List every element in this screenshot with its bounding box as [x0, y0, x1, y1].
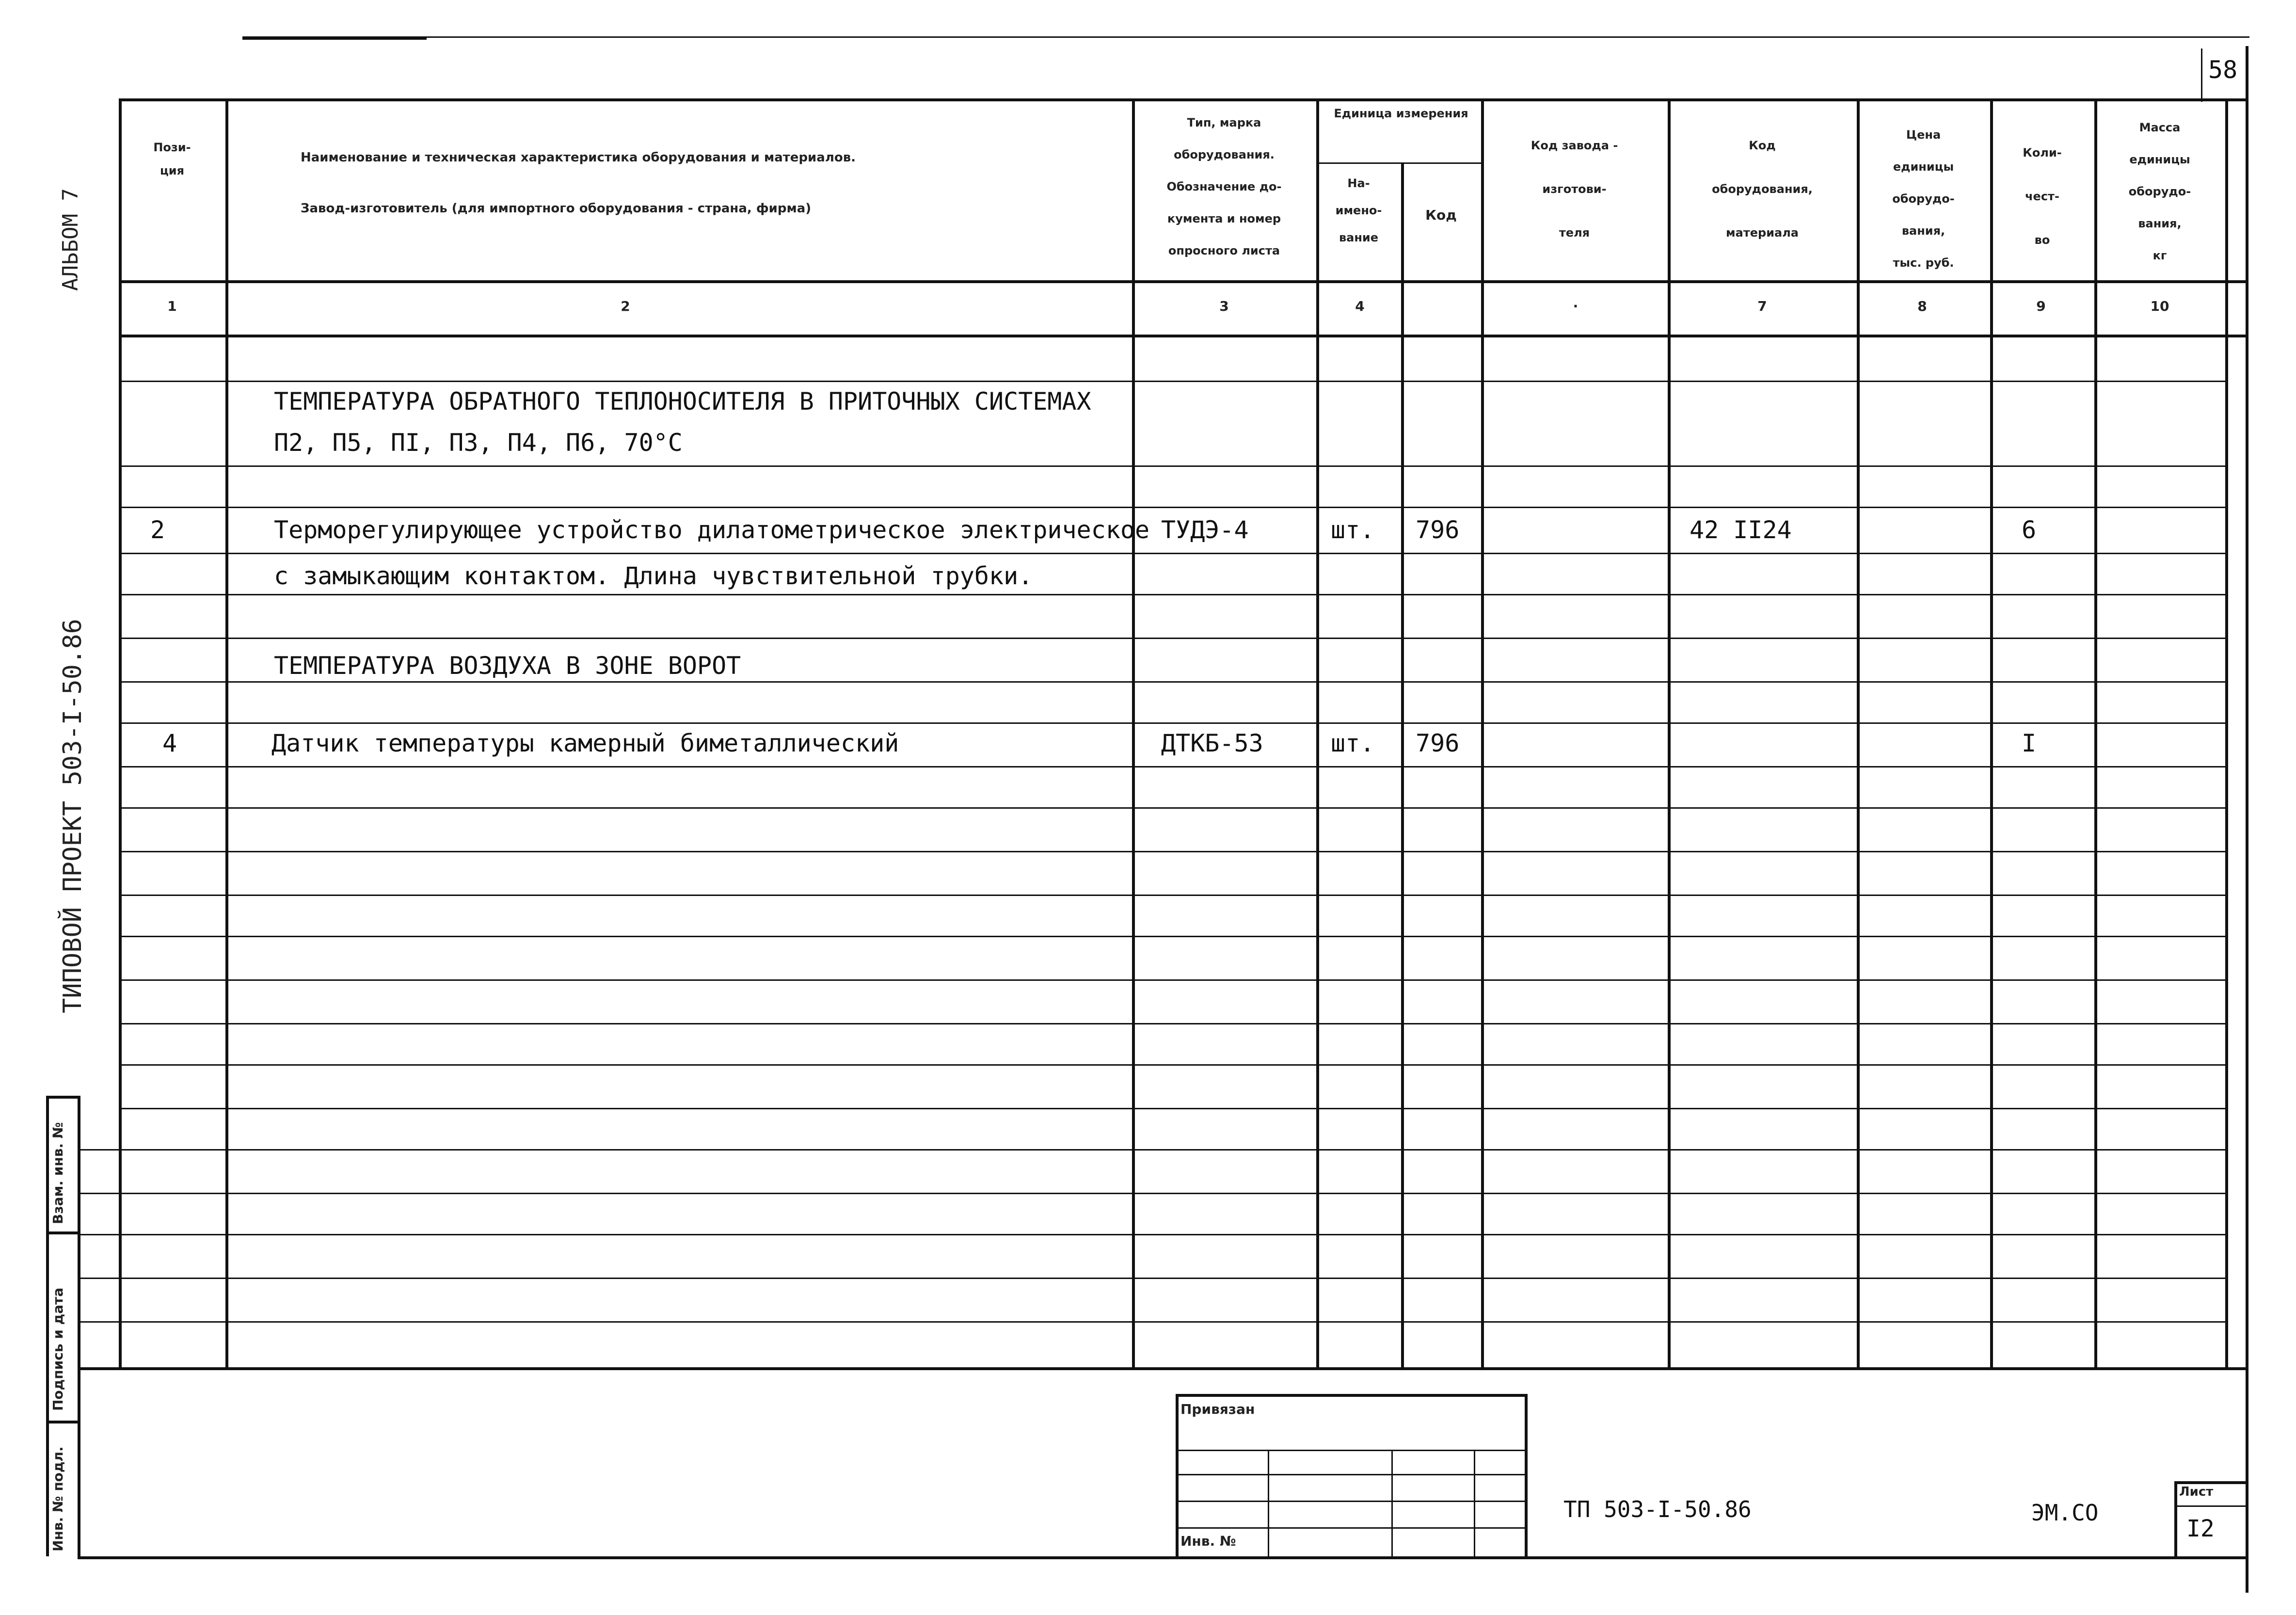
col7-header: Код оборудования, материала	[1712, 139, 1813, 240]
item1-equip-code: 42 II24	[1690, 516, 1792, 544]
col-line-3	[1316, 98, 1319, 1369]
sheet-right-border	[2246, 46, 2248, 1593]
row-line	[78, 1149, 2225, 1151]
table-bottom-border	[78, 1367, 2247, 1370]
item2-type: ДТКБ-53	[1161, 729, 1263, 757]
item1-type: ТУДЭ-4	[1161, 516, 1249, 544]
stamp-inv-podl: Инв. № подл.	[50, 1446, 66, 1551]
col-line-4	[1401, 162, 1404, 1369]
top-scan-line-left	[242, 38, 427, 40]
row-line	[119, 807, 2225, 809]
list-label: Лист	[2179, 1485, 2214, 1499]
stamp-sheet-mark: ЭМ.СО	[2031, 1500, 2099, 1526]
stamp-col	[1474, 1450, 1475, 1556]
stamp-col	[1391, 1450, 1393, 1556]
col10-header: Масса единицы оборудо- вания, кг	[2128, 121, 2191, 262]
list-number: I2	[2186, 1515, 2215, 1542]
col-line-7	[1857, 98, 1860, 1369]
colnum-6: ·	[1573, 298, 1578, 314]
stamp-column-inner	[78, 1096, 80, 1556]
unit-group-header: Единица измерения	[1334, 107, 1468, 120]
row-line	[78, 1278, 2225, 1279]
col3-header: Тип, марка оборудования. Обозначение до- кумента и номер опросного листа	[1166, 116, 1282, 257]
col2-header-line2: Завод-изготовитель (для импортного оборудования - страна, фирма)	[301, 201, 812, 216]
row-line	[78, 1234, 2225, 1235]
item1-name-line2: с замыкающим контактом. Длина чувствительной трубки.	[274, 562, 1033, 590]
stamp-row	[1176, 1501, 1525, 1502]
section1-title-line2: П2, П5, ПI, П3, П4, П6, 70°С	[274, 429, 683, 457]
colnum-4: 4	[1355, 298, 1365, 314]
item2-qty: I	[2022, 729, 2037, 757]
page-number-box-left	[2201, 48, 2202, 102]
list-box-top	[2174, 1481, 2247, 1484]
item2-position: 4	[162, 729, 177, 757]
item2-name: Датчик температуры камерный биметаллический	[271, 729, 899, 757]
row-line	[119, 851, 2225, 852]
row-line	[78, 1193, 2225, 1194]
stamp-column-left	[46, 1096, 49, 1556]
colnum-9: 9	[2036, 298, 2046, 314]
col-line-8	[1990, 98, 1993, 1369]
col-line-6	[1668, 98, 1671, 1369]
project-label: ТИПОВОЙ ПРОЕКТ 503-I-50.86	[58, 619, 87, 1013]
stamp-sign-date: Подпись и дата	[50, 1287, 66, 1411]
col9-header: Коли- чест- во	[2023, 146, 2062, 247]
col6-header: Код завода - изготови- теля	[1531, 139, 1618, 240]
list-box-divider	[2174, 1505, 2247, 1507]
row-line	[119, 594, 2225, 595]
item1-qty: 6	[2022, 516, 2037, 544]
row-line	[119, 936, 2225, 937]
col-line-10	[2225, 98, 2228, 1369]
col-line-1	[225, 98, 228, 1369]
stamp-row	[1176, 1450, 1525, 1451]
row-line	[119, 381, 2225, 382]
item1-unit-code: 796	[1416, 516, 1460, 544]
page-number: 58	[2208, 56, 2238, 84]
row-line	[119, 722, 2225, 724]
colnum-1: 1	[167, 298, 177, 314]
col-line-5	[1481, 98, 1484, 1369]
colnum-8: 8	[1917, 298, 1927, 314]
colnum-3: 3	[1219, 298, 1229, 314]
stamp-inv-no: Инв. №	[1180, 1533, 1236, 1549]
stamp-col	[1268, 1450, 1269, 1556]
row-line	[119, 895, 2225, 896]
col-line-9	[2094, 98, 2097, 1369]
row-line	[119, 1108, 2225, 1109]
col-line-0	[119, 98, 122, 1369]
col4-header: На- имено- вание	[1335, 176, 1382, 244]
colnum-bottom-border	[119, 335, 2247, 337]
col5-header: Код	[1425, 207, 1457, 223]
stamp-inv-zam: Взам. инв. №	[50, 1122, 66, 1224]
row-line	[119, 507, 2225, 508]
item1-unit: шт.	[1331, 516, 1375, 544]
stamp-row	[1176, 1474, 1525, 1475]
colnum-2: 2	[621, 298, 630, 314]
item2-unit-code: 796	[1416, 729, 1460, 757]
sheet-bottom-border	[78, 1556, 2247, 1559]
stamp-row	[1176, 1527, 1525, 1529]
item2-unit: шт.	[1331, 729, 1375, 757]
header-bottom-border	[119, 280, 2247, 283]
col8-header: Цена единицы оборудо- вания, тыс. руб.	[1892, 128, 1955, 270]
table-top-border	[119, 98, 2247, 101]
col2-header-line1: Наименование и техническая характеристика оборудования и материалов.	[301, 150, 856, 165]
colnum-7: 7	[1757, 298, 1767, 314]
row-line	[78, 1321, 2225, 1323]
stamp-privyazan: Привязан	[1180, 1401, 1255, 1417]
item1-position: 2	[150, 516, 165, 544]
stamp-doc-code: ТП 503-I-50.86	[1563, 1496, 1752, 1522]
section1-title-line1: ТЕМПЕРАТУРА ОБРАТНОГО ТЕПЛОНОСИТЕЛЯ В ПРИТОЧНЫХ СИСТЕМАХ	[274, 387, 1091, 416]
row-line	[119, 553, 2225, 554]
row-line	[119, 1023, 2225, 1024]
row-line	[119, 638, 2225, 639]
stamp-column-div1	[46, 1231, 80, 1234]
unit-group-divider	[1316, 162, 1481, 164]
stamp-top	[1176, 1394, 1525, 1397]
colnum-10: 10	[2150, 298, 2169, 314]
col-line-2	[1132, 98, 1135, 1369]
row-line	[119, 766, 2225, 768]
stamp-column-top	[46, 1096, 80, 1099]
row-line	[119, 465, 2225, 467]
col1-header: Пози- ция	[153, 141, 191, 177]
album-label: АЛЬБОМ 7	[58, 188, 83, 291]
row-line	[119, 681, 2225, 683]
stamp-right	[1525, 1394, 1528, 1556]
top-scan-line	[242, 36, 2249, 38]
stamp-column-div2	[46, 1421, 80, 1423]
row-line	[119, 979, 2225, 981]
item1-name-line1: Терморегулирующее устройство дилатометрическое электрическое	[274, 516, 1150, 544]
section2-title: ТЕМПЕРАТУРА ВОЗДУХА В ЗОНЕ ВОРОТ	[274, 652, 741, 680]
list-box-left	[2174, 1481, 2177, 1556]
row-line	[119, 1064, 2225, 1066]
